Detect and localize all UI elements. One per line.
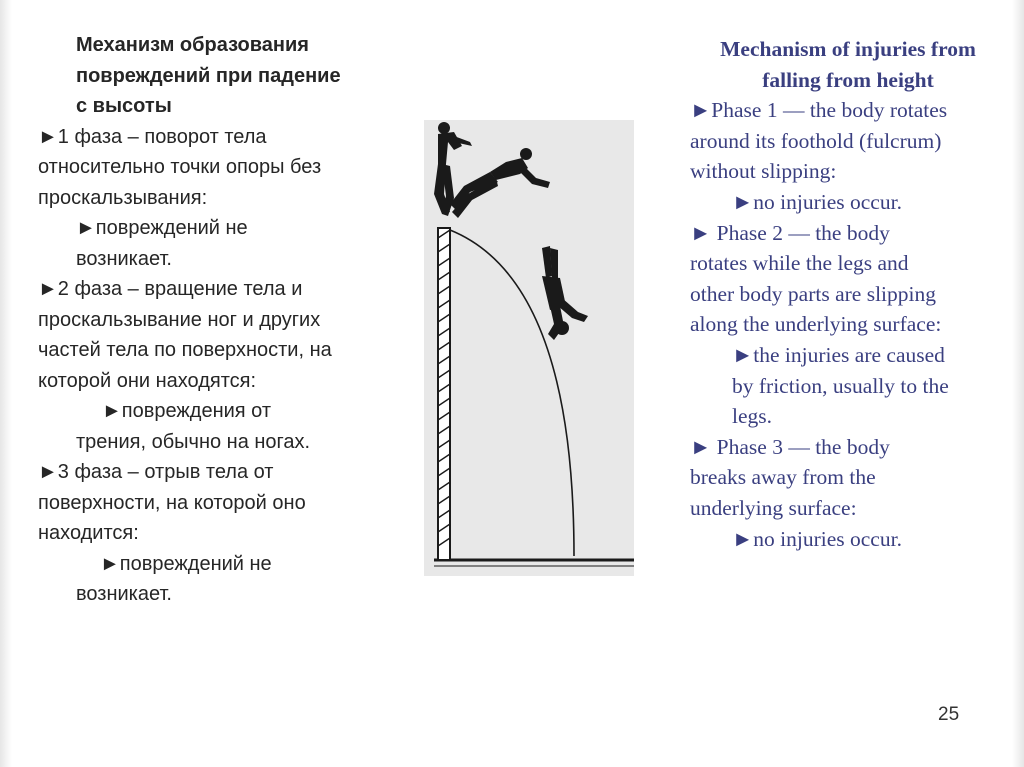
russian-title-line: Механизм образования — [76, 34, 309, 56]
russian-phase3-result: ►повреждений не — [100, 552, 272, 575]
english-phase2-result: legs. — [732, 404, 773, 429]
page-number: 25 — [938, 704, 960, 725]
english-phase3-line: breaks away from the — [690, 465, 876, 490]
russian-title-line: повреждений при падение — [76, 64, 341, 87]
figure-background — [424, 120, 634, 576]
russian-phase2-line: частей тела по поверхности, на — [38, 339, 332, 361]
english-title-line: falling from height — [762, 67, 934, 92]
russian-phase1-result: ►повреждений не — [76, 217, 248, 239]
slide-edge-left — [0, 0, 12, 767]
russian-phase3-line: ►3 фаза – отрыв тела от — [38, 461, 274, 483]
russian-phase2-line: проскальзывание ног и других — [38, 308, 321, 331]
falling-body-illustration — [424, 120, 634, 576]
english-text-block — [690, 34, 1010, 554]
english-phase2-line: rotates while the legs and — [690, 251, 909, 276]
russian-text-block — [38, 30, 408, 610]
english-phase2-result: ►the injuries are caused — [732, 342, 945, 367]
russian-title-line: с высоты — [76, 95, 172, 117]
english-phase2-result: by friction, usually to the — [732, 373, 949, 398]
russian-phase2-result: трения, обычно на ногах. — [76, 430, 311, 453]
english-phase1-line: ►Phase 1 — the body rotates — [690, 98, 948, 123]
russian-phase2-line: ►2 фаза – вращение тела и — [38, 278, 303, 300]
english-phase1-result: ►no injuries occur. — [732, 189, 902, 214]
russian-phase3-line: находится: — [38, 522, 139, 544]
english-phase3-line: underlying surface: — [690, 495, 857, 520]
slide-edge-right — [1012, 0, 1024, 767]
russian-phase3-result: возникает. — [76, 583, 172, 605]
english-phase3-result: ►no injuries occur. — [732, 526, 902, 551]
english-phase1-line: around its foothold (fulcrum) — [690, 128, 942, 153]
english-title-line: Mechanism of injuries from — [720, 37, 976, 61]
wall — [438, 228, 450, 560]
russian-phase1-line: проскальзывания: — [38, 186, 208, 209]
russian-phase2-line: которой они находятся: — [38, 369, 257, 392]
english-phase2-line: other body parts are slipping — [690, 281, 937, 306]
english-phase1-line: without slipping: — [690, 159, 837, 184]
english-phase3-line: ► Phase 3 — the body — [690, 434, 890, 459]
russian-phase1-result: возникает. — [76, 247, 172, 270]
russian-phase3-line: поверхности, на которой оно — [38, 491, 306, 514]
english-phase2-line: ► Phase 2 — the body — [690, 220, 890, 245]
english-phase2-line: along the underlying surface: — [690, 312, 942, 337]
russian-phase1-line: ►1 фаза – поворот тела — [38, 125, 267, 148]
russian-phase2-result: ►повреждения от — [102, 400, 272, 422]
russian-phase1-line: относительно точки опоры без — [38, 156, 322, 178]
